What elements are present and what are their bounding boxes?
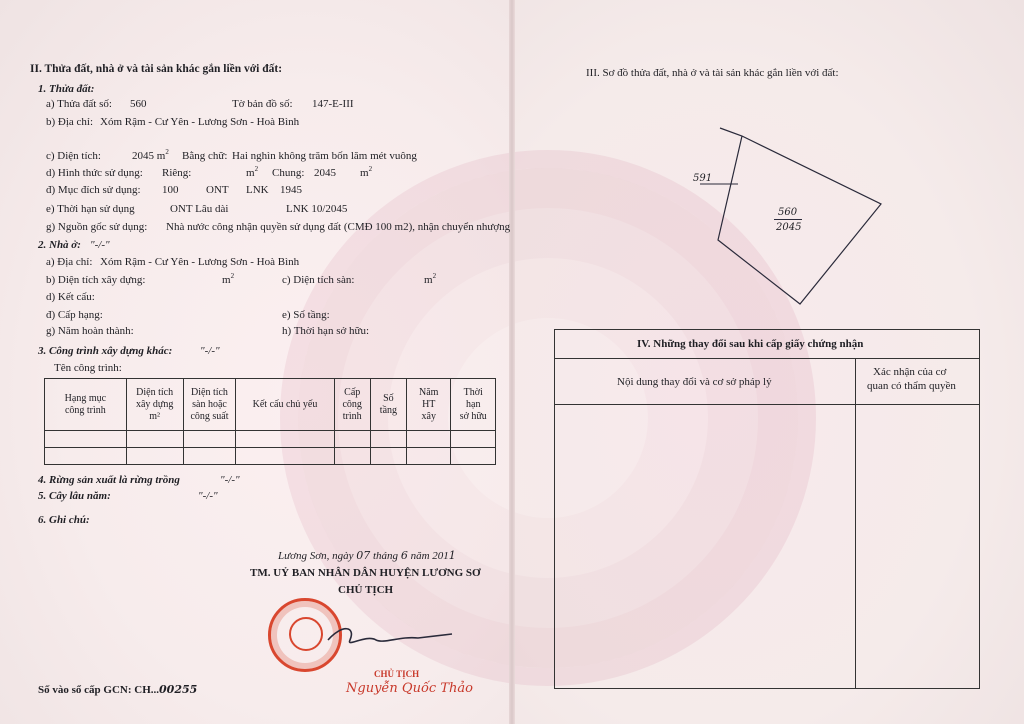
purpose-area-1: 100 (162, 184, 179, 196)
house-structure-label: d) Kết cấu: (46, 291, 95, 303)
col-floor-l2: sàn hoặc (192, 398, 227, 410)
col-grade-l1: Cấp (344, 386, 361, 398)
col-grade-l3: trình (342, 410, 362, 422)
date-prefix: Lương Sơn, ngày (278, 550, 354, 562)
col-structure-l1: Kết cấu chủ yếu (252, 398, 318, 410)
col-header-structure (236, 379, 334, 431)
term-value-1: ONT Lâu dài (170, 203, 229, 215)
col-header-floors (370, 379, 406, 431)
section-2-title: 2. Nhà ở: (38, 239, 81, 251)
col-floors-l2: tầng (379, 404, 398, 416)
term-label: e) Thời hạn sử dụng (46, 203, 135, 215)
section-iii-title: III. Sơ đồ thửa đất, nhà ở và tài sản khác gắn liền với đất: (586, 67, 839, 79)
usage-common-label: Chung: (272, 167, 305, 179)
usage-private-unit (246, 167, 258, 181)
parcel-area-label: 2045 (776, 222, 802, 233)
col-year-l3: xây (421, 410, 436, 422)
house-build-area-label: b) Diện tích xây dựng: (46, 274, 146, 286)
changes-table (554, 329, 980, 689)
date-month-label: tháng (373, 550, 399, 562)
address-label: b) Địa chỉ: (46, 116, 94, 128)
usage-private-label: Riêng: (162, 167, 192, 179)
house-floors-label: e) Số tầng: (282, 309, 330, 321)
register-value: 00255 (159, 683, 198, 696)
section-5-title: 5. Cây lâu năm: (38, 490, 111, 502)
col-header-floor-area (183, 379, 236, 431)
signatory-position: CHỦ TỊCH (338, 584, 394, 596)
col-header-grade (334, 379, 370, 431)
origin-label: g) Nguồn gốc sử dụng: (46, 221, 148, 233)
area-label: c) Diện tích: (46, 150, 101, 162)
signer-title: CHỦ TỊCH (374, 669, 420, 679)
parcel-number-label: a) Thửa đất số: (46, 98, 112, 110)
signer-name: Nguyễn Quốc Thảo (346, 681, 473, 696)
common-unit-m: m (360, 167, 369, 179)
purpose-label: đ) Mục đích sử dụng: (46, 184, 141, 196)
col-year-l2: HT (422, 398, 436, 410)
area-number: 2045 m (132, 150, 166, 162)
section-1-title: 1. Thửa đất: (38, 83, 95, 95)
map-sheet-label: Tờ bản đồ số: (232, 98, 293, 110)
col-floors-l1: Số (383, 392, 394, 404)
purpose-type-1: ONT (206, 184, 229, 196)
table-row (45, 431, 496, 448)
construction-table-header-row (45, 379, 496, 431)
col-term-l2: hạn (466, 398, 481, 410)
private-unit-m: m (246, 167, 255, 179)
section-5-dash: "-/-" (198, 490, 218, 502)
house-address-label: a) Địa chỉ: (46, 256, 93, 268)
house-address-value: Xóm Rậm - Cư Yên - Lương Sơn - Hoà Bình (100, 256, 300, 268)
changes-col-divider (855, 358, 856, 688)
date-day: 07 (356, 549, 371, 562)
build-unit-m: m (222, 274, 231, 286)
usage-common-unit (360, 167, 372, 181)
section-4-title: 4. Rừng sản xuất là rừng trồng (38, 474, 180, 486)
col-header-year (407, 379, 451, 431)
term-value-2: LNK 10/2045 (286, 203, 348, 215)
signature (320, 618, 460, 658)
parcel-number-label: 560 (778, 207, 798, 218)
changes-content-header: Nội dung thay đổi và cơ sở pháp lý (617, 376, 772, 388)
col-header-item (45, 379, 127, 431)
date-year-hand: 1 (448, 549, 456, 562)
section-iv-title: IV. Những thay đổi sau khi cấp giấy chứng nhận (637, 338, 864, 350)
area-words-label: Bằng chữ: (182, 150, 228, 162)
table-row (45, 448, 496, 465)
parcel-number-value: 560 (130, 98, 147, 110)
address-value: Xóm Rậm - Cư Yên - Lương Sơn - Hoà Bình (100, 116, 300, 128)
floor-unit-m: m (424, 274, 433, 286)
col-grade-l2: công (342, 398, 362, 410)
map-sheet-value: 147-E-III (312, 98, 354, 110)
usage-form-label: d) Hình thức sử dụng: (46, 167, 143, 179)
origin-value: Nhà nước công nhận quyền sử dụng đất (CMĐ 100 m2), nhận chuyển nhượng (166, 221, 511, 233)
col-floor-l1: Diện tích (191, 386, 228, 398)
house-year-label: g) Năm hoàn thành: (46, 325, 134, 337)
col-build-l1: Diện tích (136, 386, 174, 398)
build-unit-sup: 2 (230, 272, 235, 280)
col-header-build-area (126, 379, 183, 431)
changes-authority-header-1: Xác nhận của cơ (873, 366, 947, 378)
house-ownership-term-label: h) Thời hạn sở hữu: (282, 325, 370, 337)
common-unit-sup: 2 (368, 165, 373, 173)
private-unit-sup: 2 (254, 165, 259, 173)
section-3-title: 3. Công trình xây dựng khác: (38, 345, 173, 357)
usage-common-value: 2045 (314, 167, 336, 179)
col-floor-l3: công suất (190, 410, 229, 422)
section-ii-title: II. Thửa đất, nhà ở và tài sản khác gắn liền với đất: (30, 63, 283, 75)
section-2-dash: "-/-" (90, 239, 110, 251)
purpose-type-2: LNK (246, 184, 269, 196)
changes-authority-header-2: quan có thẩm quyền (867, 380, 956, 392)
col-item-l1: Hạng mục (64, 392, 107, 404)
area-value (132, 150, 169, 164)
purpose-area-2: 1945 (280, 184, 302, 196)
issuing-authority: TM. UỶ BAN NHÂN DÂN HUYỆN LƯƠNG SƠ (250, 567, 481, 579)
date-year-label: năm 201 (410, 550, 449, 562)
changes-title-row (555, 330, 979, 359)
section-6-title: 6. Ghi chú: (38, 514, 90, 526)
area-words-value: Hai nghìn không trăm bốn lăm mét vuông (232, 150, 417, 162)
col-term-l3: sở hữu (459, 410, 487, 422)
construction-table (44, 378, 496, 465)
section-4-dash: "-/-" (220, 474, 240, 486)
section-3-dash: "-/-" (200, 345, 220, 357)
construction-name-label: Tên công trình: (54, 362, 122, 374)
floor-unit-sup: 2 (432, 272, 437, 280)
col-term-l1: Thời (463, 386, 483, 398)
col-item-l2: công trình (64, 404, 106, 416)
page-fold (509, 0, 515, 724)
col-build-l2: xây dựng (135, 398, 174, 410)
register-label: Số vào sổ cấp GCN: CH... (38, 684, 160, 696)
neighbor-parcel-number: 591 (693, 173, 713, 184)
area-superscript: 2 (165, 148, 169, 156)
col-year-l1: Năm (419, 386, 439, 398)
house-floor-area-unit (424, 274, 436, 288)
date-month: 6 (400, 549, 408, 562)
house-build-area-unit (222, 274, 234, 288)
parcel-fraction-bar (774, 219, 802, 220)
seal-star (289, 617, 323, 651)
house-floor-area-label: c) Diện tích sàn: (282, 274, 355, 286)
register-number (38, 683, 197, 697)
issue-date (278, 549, 456, 563)
col-build-l3: m² (149, 410, 161, 422)
col-header-term (451, 379, 496, 431)
house-grade-label: đ) Cấp hạng: (46, 309, 103, 321)
